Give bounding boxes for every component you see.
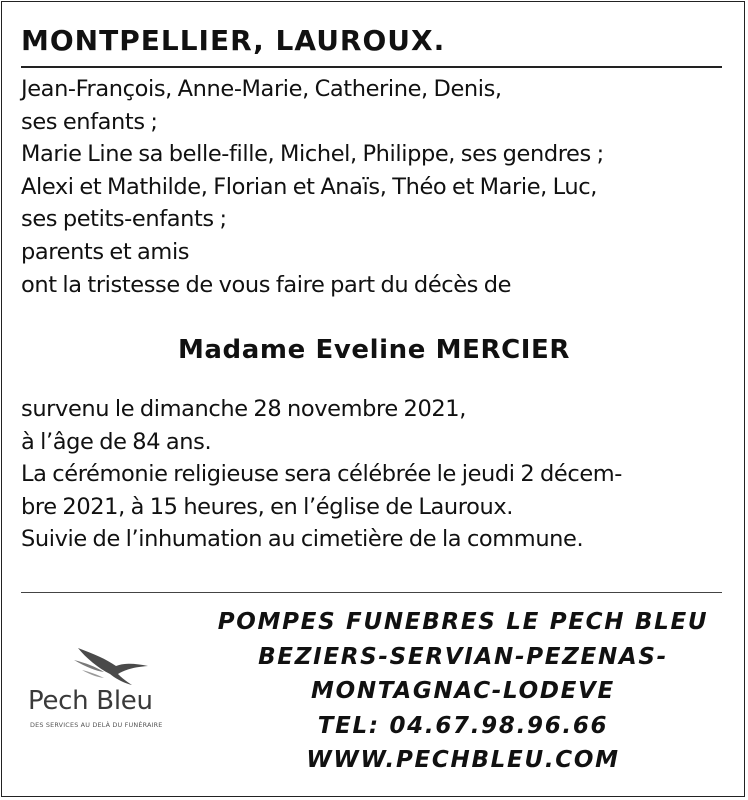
company-name: POMPES FUNEBRES LE PECH BLEU (217, 609, 709, 635)
family-line: ses enfants ; (21, 108, 158, 135)
deceased-name: Madame Eveline MERCIER (177, 335, 571, 365)
family-line: ses petits-enfants ; (21, 206, 227, 233)
funeral-home-info (196, 605, 730, 778)
detail-line: Suivie de l’inhumation au cimetière de la commune. (21, 526, 584, 553)
family-announcement (21, 73, 604, 301)
detail-line: bre 2021, à 15 heures, en l’église de Lauroux. (21, 493, 514, 520)
logo-wordmark: Pech Bleu (28, 686, 153, 716)
ceremony-details (21, 393, 622, 556)
detail-line: survenu le dimanche 28 novembre 2021, (21, 396, 466, 422)
family-line: Alexi et Mathilde, Florian et Anaïs, Théo et Marie, Luc, (21, 173, 597, 200)
company-phone: TEL: 04.67.98.96.66 (317, 712, 609, 739)
company-website: WWW.PECHBLEU.COM (306, 747, 620, 773)
family-line: Jean-François, Anne-Marie, Catherine, Denis, (21, 76, 502, 102)
family-line: Marie Line sa belle-fille, Michel, Philippe, ses gendres ; (21, 141, 604, 168)
company-locations: MONTAGNAC-LODEVE (311, 678, 615, 704)
heading-underline (21, 66, 722, 68)
section-divider (21, 592, 722, 593)
logo-tagline: DES SERVICES AU DELÀ DU FUNÉRAIRE (30, 721, 163, 729)
company-locations: BEZIERS-SERVIAN-PEZENAS- (258, 643, 668, 670)
family-line: parents et amis (21, 238, 190, 265)
notice-heading: MONTPELLIER, LAUROUX. (21, 24, 446, 57)
family-line: ont la tristesse de vous faire part du décès de (21, 271, 512, 298)
detail-line: La cérémonie religieuse sera célébrée le jeudi 2 décem- (21, 461, 623, 488)
swallow-bird-logo-icon (72, 644, 152, 686)
funeral-home-logo (18, 640, 204, 740)
detail-line: à l’âge de 84 ans. (21, 428, 212, 455)
